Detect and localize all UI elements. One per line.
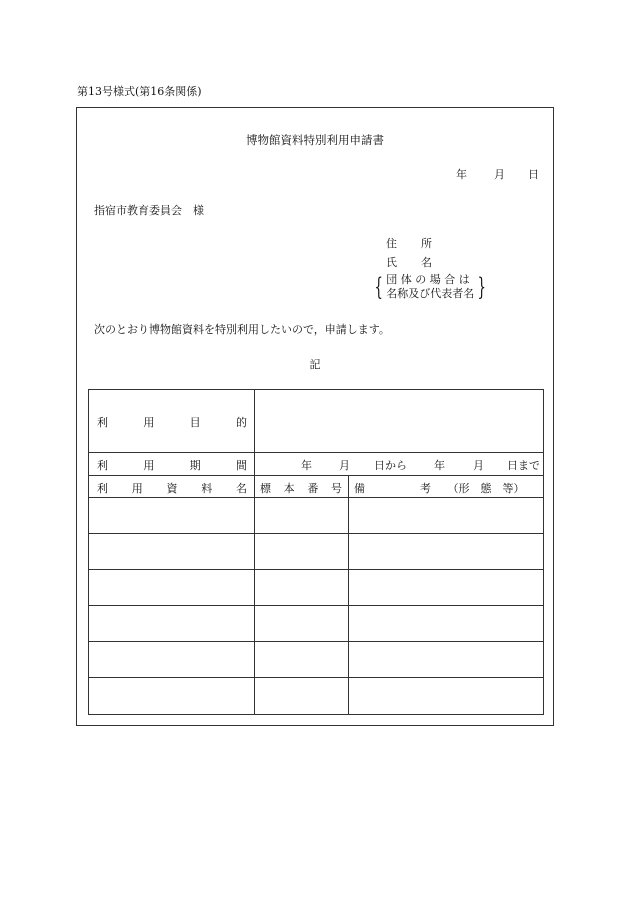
material-name-header: 利 用 資 料 名 bbox=[97, 482, 247, 495]
address-label-1: 住 bbox=[386, 237, 397, 250]
period-year-to: 年 bbox=[434, 459, 445, 472]
material-name-cell[interactable] bbox=[89, 642, 254, 677]
period-label: 利 用 期 間 bbox=[97, 459, 247, 472]
date-day: 日 bbox=[528, 168, 539, 181]
period-month-to: 月 bbox=[473, 459, 484, 472]
material-name-cell[interactable] bbox=[89, 570, 254, 605]
remarks-header: 備 考 （形 態 等） bbox=[354, 482, 525, 495]
material-name-cell[interactable] bbox=[89, 498, 254, 533]
group-note-line2: 名称及び代表者名 bbox=[386, 287, 475, 300]
material-name-cell[interactable] bbox=[89, 606, 254, 641]
form-number-label: 第13号様式(第16条関係) bbox=[77, 85, 202, 98]
table-rule bbox=[89, 475, 543, 476]
name-label-1: 氏 bbox=[386, 256, 397, 269]
purpose-label: 利 用 目 的 bbox=[97, 416, 247, 429]
right-brace: } bbox=[477, 273, 487, 301]
table-col-rule bbox=[348, 475, 349, 714]
left-brace: { bbox=[374, 273, 383, 301]
address-label-2: 所 bbox=[421, 237, 432, 250]
table-rule bbox=[89, 452, 543, 453]
name-label-2: 名 bbox=[421, 256, 432, 269]
group-name-note bbox=[371, 273, 490, 301]
period-day-to: 日まで bbox=[507, 459, 540, 472]
addressee: 指宿市教育委員会 様 bbox=[94, 204, 204, 217]
period-day-from: 日から bbox=[374, 459, 407, 472]
document-title: 博物館資料特別利用申請書 bbox=[246, 133, 384, 147]
specimen-number-header: 標 本 番 号 bbox=[260, 482, 342, 495]
ki-heading: 記 bbox=[309, 358, 321, 371]
period-year-from: 年 bbox=[301, 459, 312, 472]
table-col-rule bbox=[254, 390, 255, 714]
material-name-cell[interactable] bbox=[89, 678, 254, 713]
date-year: 年 bbox=[456, 168, 467, 181]
date-month: 月 bbox=[494, 168, 505, 181]
period-month-from: 月 bbox=[339, 459, 350, 472]
request-statement: 次のとおり博物館資料を特別利用したいので，申請します。 bbox=[94, 323, 390, 336]
material-name-cell[interactable] bbox=[89, 534, 254, 569]
request-table bbox=[88, 389, 544, 715]
group-note-line1: 団 体 の 場 合 は bbox=[386, 273, 470, 286]
